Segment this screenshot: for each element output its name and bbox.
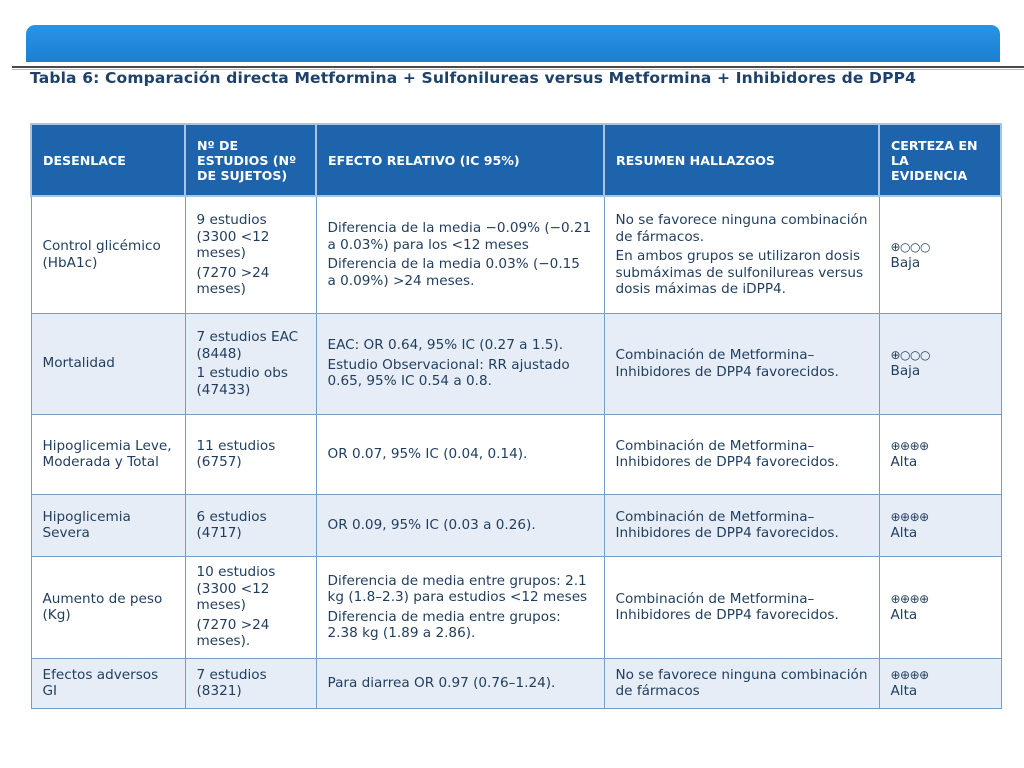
certainty-rating-icon: ⊕○○○ xyxy=(890,239,930,254)
certainty-text: Alta xyxy=(890,524,918,541)
table-row xyxy=(31,414,1001,494)
effect-cell xyxy=(316,196,604,313)
outcome-text: Mortalidad xyxy=(42,355,115,372)
summary-cell xyxy=(604,658,879,708)
studies-text: 6 estudios (4717) xyxy=(196,508,267,541)
header-outcome: DESENLACE xyxy=(31,124,185,196)
certainty-rating-icon: ⊕⊕⊕⊕ xyxy=(890,438,929,453)
studies-cell xyxy=(185,494,316,556)
summary-cell xyxy=(604,196,879,313)
studies-text: 10 estudios (3300 <12 meses) xyxy=(196,564,276,614)
effect-cell xyxy=(316,494,604,556)
certainty-rating-icon: ⊕⊕⊕⊕ xyxy=(890,591,929,606)
outcome-cell xyxy=(31,196,185,313)
outcome-text: Efectos adversos GI xyxy=(42,666,159,699)
certainty-text: Alta xyxy=(890,453,918,470)
effect-text: Diferencia de media entre grupos: 2.38 kg (1.89 a 2.86). xyxy=(327,608,561,641)
comparison-table xyxy=(30,123,1002,709)
effect-cell xyxy=(316,313,604,414)
studies-cell xyxy=(185,414,316,494)
certainty-cell xyxy=(879,196,1001,313)
effect-text: Diferencia de la media −0.09% (−0.21 a 0.03%) para los <12 meses xyxy=(327,220,592,253)
certainty-cell xyxy=(879,313,1001,414)
effect-text: Estudio Observacional: RR ajustado 0.65, 95% IC 0.54 a 0.8. xyxy=(327,356,570,390)
summary-text: En ambos grupos se utilizaron dosis submáximas de sulfonilureas versus dosis máximas de iDPP4. xyxy=(615,248,864,297)
table-row xyxy=(31,313,1001,414)
effect-cell xyxy=(316,556,604,658)
certainty-text: Alta xyxy=(890,682,918,699)
summary-cell xyxy=(604,313,879,414)
studies-text: 11 estudios (6757) xyxy=(196,437,276,470)
effect-text: EAC: OR 0.64, 95% IC (0.27 a 1.5). xyxy=(327,337,564,354)
studies-text: 7 estudios (8321) xyxy=(196,666,267,699)
summary-text: No se favorece ninguna combinación de fármacos. xyxy=(615,212,868,245)
table-row xyxy=(31,556,1001,658)
summary-cell xyxy=(604,414,879,494)
certainty-cell xyxy=(879,494,1001,556)
summary-text: Combinación de Metformina–Inhibidores de DPP4 favorecidos. xyxy=(615,437,839,470)
studies-text: (7270 >24 meses). xyxy=(196,616,270,650)
outcome-cell xyxy=(31,494,185,556)
certainty-rating-icon: ⊕⊕⊕⊕ xyxy=(890,667,929,682)
summary-text: Combinación de Metformina–Inhibidores de DPP4 favorecidos. xyxy=(615,347,839,380)
certainty-cell xyxy=(879,414,1001,494)
effect-text: Diferencia de media entre grupos: 2.1 kg (1.8–2.3) para estudios <12 meses xyxy=(327,572,588,605)
outcome-cell xyxy=(31,313,185,414)
studies-cell xyxy=(185,196,316,313)
outcome-cell xyxy=(31,556,185,658)
outcome-text: Hipoglicemia Severa xyxy=(42,508,131,541)
header-relative-effect: EFECTO RELATIVO (IC 95%) xyxy=(316,124,604,196)
outcome-cell xyxy=(31,414,185,494)
summary-text: Combinación de Metformina–Inhibidores de DPP4 favorecidos. xyxy=(615,508,839,541)
certainty-text: Alta xyxy=(890,606,918,623)
certainty-cell xyxy=(879,556,1001,658)
outcome-text: Control glicémico (HbA1c) xyxy=(42,238,161,271)
header-row xyxy=(31,124,1001,196)
studies-text: 1 estudio obs (47433) xyxy=(196,365,288,398)
effect-text: Para diarrea OR 0.97 (0.76–1.24). xyxy=(327,674,556,691)
effect-text: OR 0.07, 95% IC (0.04, 0.14). xyxy=(327,445,528,462)
table-row xyxy=(31,494,1001,556)
effect-text: Diferencia de la media 0.03% (−0.15 a 0.09%) >24 meses. xyxy=(327,256,580,289)
outcome-cell xyxy=(31,658,185,708)
certainty-cell xyxy=(879,658,1001,708)
table-body xyxy=(31,196,1001,708)
outcome-text: Aumento de peso (Kg) xyxy=(42,590,163,623)
header-findings-summary: RESUMEN HALLAZGOS xyxy=(604,124,879,196)
header-studies: Nº DE ESTUDIOS (Nº DE SUJETOS) xyxy=(185,124,316,196)
table-title: Tabla 6: Comparación directa Metformina + Sulfonilureas versus Metformina + Inhibidores de DPP4 xyxy=(30,69,917,87)
certainty-rating-icon: ⊕⊕⊕⊕ xyxy=(890,509,929,524)
studies-cell xyxy=(185,658,316,708)
certainty-text: Baja xyxy=(890,254,921,271)
studies-text: 7 estudios EAC (8448) xyxy=(196,329,299,362)
studies-text: 9 estudios (3300 <12 meses) xyxy=(196,212,270,261)
summary-cell xyxy=(604,494,879,556)
effect-cell xyxy=(316,658,604,708)
certainty-text: Baja xyxy=(890,363,921,380)
studies-cell xyxy=(185,313,316,414)
header-evidence-certainty: CERTEZA EN LA EVIDENCIA xyxy=(879,124,1001,196)
studies-text: (7270 >24 meses) xyxy=(196,264,270,297)
summary-cell xyxy=(604,556,879,658)
table-row xyxy=(31,196,1001,313)
effect-cell xyxy=(316,414,604,494)
outcome-text: Hipoglicemia Leve, Moderada y Total xyxy=(42,437,172,470)
table-header xyxy=(31,124,1001,196)
effect-text: OR 0.09, 95% IC (0.03 a 0.26). xyxy=(327,516,536,533)
summary-text: No se favorece ninguna combinación de fármacos xyxy=(615,666,868,699)
studies-cell xyxy=(185,556,316,658)
certainty-rating-icon: ⊕○○○ xyxy=(890,348,930,363)
summary-text: Combinación de Metformina–Inhibidores de DPP4 favorecidos. xyxy=(615,590,839,623)
header-banner xyxy=(26,25,1000,62)
table-row xyxy=(31,658,1001,708)
